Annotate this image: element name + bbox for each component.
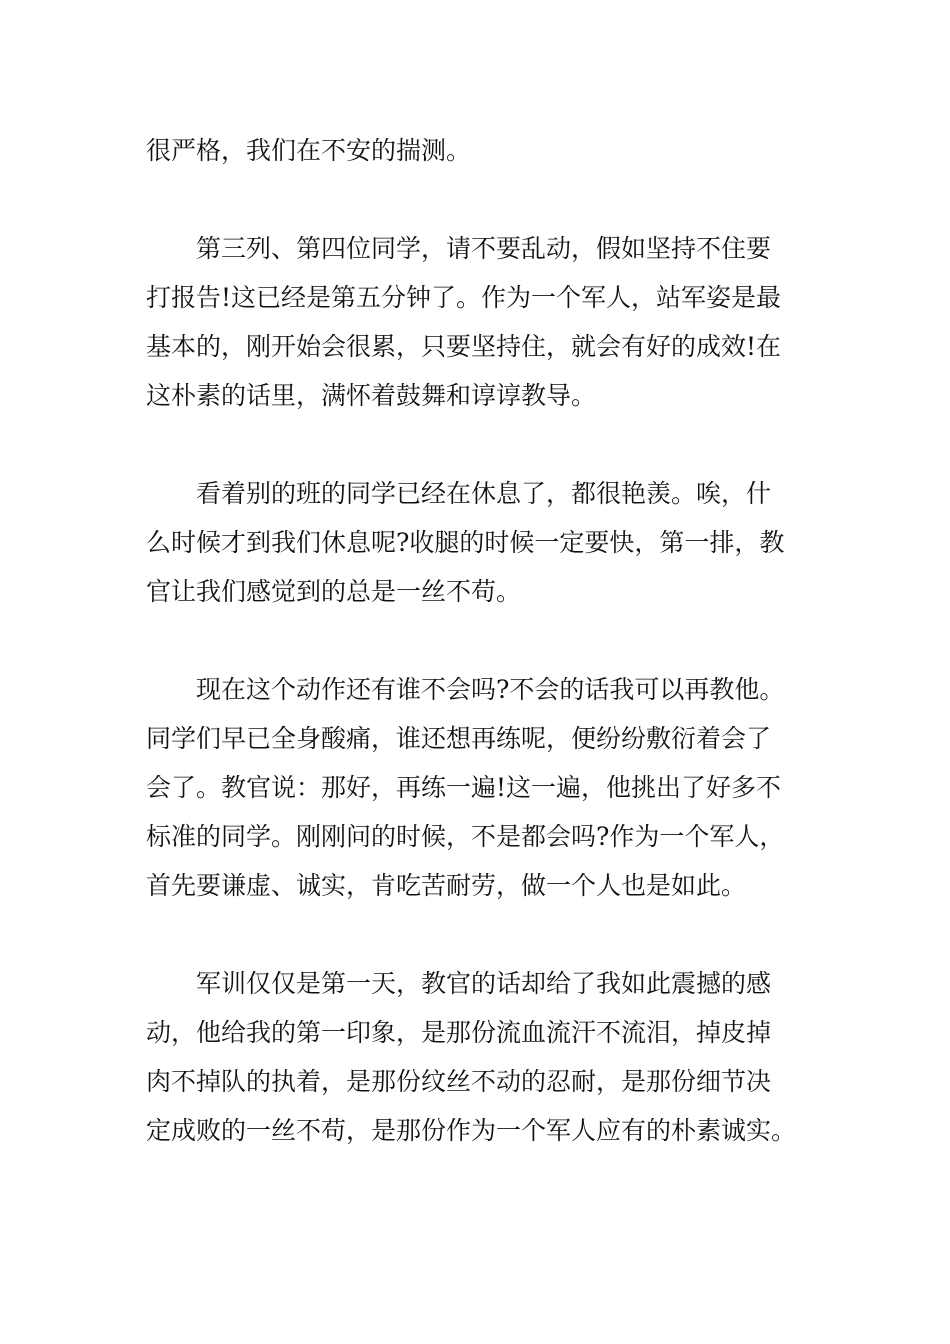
paragraph-5-line-3: 肉不掉队的执着，是那份纹丝不动的忍耐，是那份细节决 bbox=[146, 1067, 772, 1096]
paragraph-3-line-1: 看着别的班的同学已经在休息了，都很艳羡。唉，什 bbox=[196, 479, 772, 508]
paragraph-5-line-1: 军训仅仅是第一天，教官的话却给了我如此震撼的感 bbox=[196, 969, 772, 998]
paragraph-4-line-3: 会了。教官说：那好，再练一遍!这一遍，他挑出了好多不 bbox=[146, 773, 782, 802]
paragraph-2-line-3: 基本的，刚开始会很累，只要坚持住，就会有好的成效!在 bbox=[146, 332, 782, 361]
paragraph-4-line-1: 现在这个动作还有谁不会吗?不会的话我可以再教他。 bbox=[196, 675, 785, 704]
paragraph-4-line-5: 首先要谦虚、诚实，肯吃苦耐劳，做一个人也是如此。 bbox=[146, 871, 747, 900]
paragraph-2-line-2: 打报告!这已经是第五分钟了。作为一个军人，站军姿是最 bbox=[146, 283, 782, 312]
paragraph-4-line-2: 同学们早已全身酸痛，谁还想再练呢，便纷纷敷衍着会了 bbox=[146, 724, 772, 753]
paragraph-1-line-1: 很严格，我们在不安的揣测。 bbox=[146, 136, 472, 165]
paragraph-5-line-4: 定成败的一丝不苟，是那份作为一个军人应有的朴素诚实。 bbox=[146, 1116, 797, 1145]
paragraph-2-line-4: 这朴素的话里，满怀着鼓舞和谆谆教导。 bbox=[146, 381, 597, 410]
paragraph-3-line-2: 么时候才到我们休息呢?收腿的时候一定要快，第一排，教 bbox=[146, 528, 785, 557]
paragraph-5-line-2: 动，他给我的第一印象，是那份流血流汗不流泪，掉皮掉 bbox=[146, 1018, 772, 1047]
paragraph-4-line-4: 标准的同学。刚刚问的时候，不是都会吗?作为一个军人， bbox=[146, 822, 785, 851]
paragraph-2-line-1: 第三列、第四位同学，请不要乱动，假如坚持不住要 bbox=[196, 234, 772, 263]
paragraph-3-line-3: 官让我们感觉到的总是一丝不苟。 bbox=[146, 577, 522, 606]
